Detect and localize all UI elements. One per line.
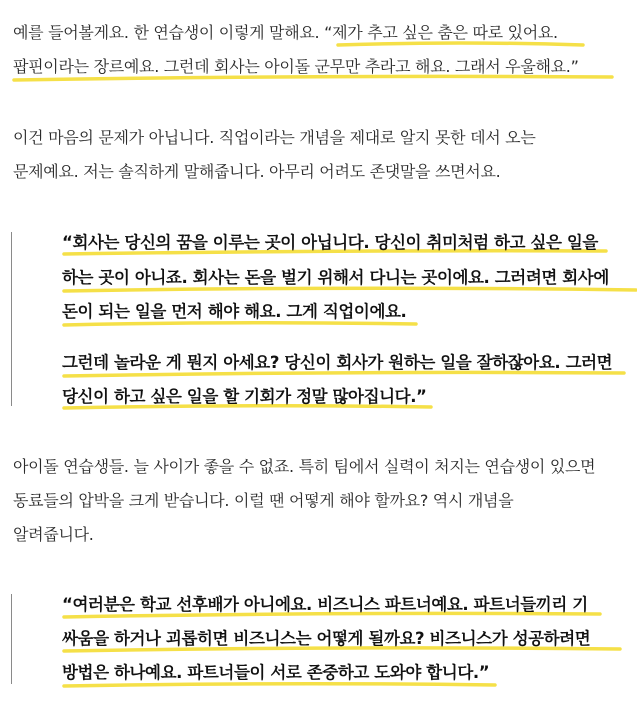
quote-line: 방법은 하나예요. 파트너들이 서로 존중하고 도와야 합니다.” <box>62 663 490 682</box>
quote-line: 당신이 하고 싶은 일을 할 기회가 정말 많아집니다.” <box>62 387 427 406</box>
paragraph-line: 문제예요. 저는 솔직하게 말해줍니다. 아무리 어려도 존댓말을 쓰면서요. <box>13 162 501 181</box>
paragraph-line: 알려줍니다. <box>13 525 94 544</box>
paragraph-line: 아이돌 연습생들. 늘 사이가 좋을 수 없죠. 특히 팀에서 실력이 처지는 연습생이 있으면 <box>13 457 596 476</box>
quote-line: 그런데 놀라운 게 뭔지 아세요? 당신이 회사가 원하는 일을 잘하잖아요. 그러면 <box>62 353 613 372</box>
quote-line: “회사는 당신의 꿈을 이루는 곳이 아닙니다. 당신이 취미처럼 하고 싶은 일을 <box>62 233 598 252</box>
paragraph-line: 동료들의 압박을 크게 받습니다. 이럴 땐 어떻게 해야 할까요? 역시 개념을 <box>13 491 514 510</box>
highlighted-text: “제가 추고 싶은 춤은 따로 있어요. <box>324 23 558 42</box>
quote-line: 하는 곳이 아니죠. 회사는 돈을 벌기 위해서 다니는 곳이에요. 그러려면 회사에 <box>62 268 609 287</box>
quote-line: 싸움을 하거나 괴롭히면 비즈니스는 어떻게 될까요? 비즈니스가 성공하려면 <box>62 629 591 648</box>
highlight-stroke-q2-l3 <box>64 684 495 686</box>
paragraph-line <box>13 56 579 78</box>
highlighted-text: 팝핀이라는 장르예요. 그런데 회사는 아이돌 군무만 추라고 해요. 그래서 우울해요.” <box>13 57 579 76</box>
plain-text: 예를 들어볼게요. 한 연습생이 이렇게 말해요. <box>13 23 325 42</box>
blockquote-bar <box>11 594 12 684</box>
blockquote-bar <box>11 232 12 406</box>
quote-line: “여러분은 학교 선후배가 아니에요. 비즈니스 파트너예요. 파트너들끼리 기 <box>62 595 588 614</box>
highlight-stroke-q1-l3 <box>64 323 416 325</box>
paragraph-line: 이건 마음의 문제가 아닙니다. 직업이라는 개념을 제대로 알지 못한 데서 오는 <box>13 128 536 147</box>
quote-line: 돈이 되는 일을 먼저 해야 해요. 그게 직업이에요. <box>62 302 407 321</box>
paragraph-line <box>13 22 558 44</box>
